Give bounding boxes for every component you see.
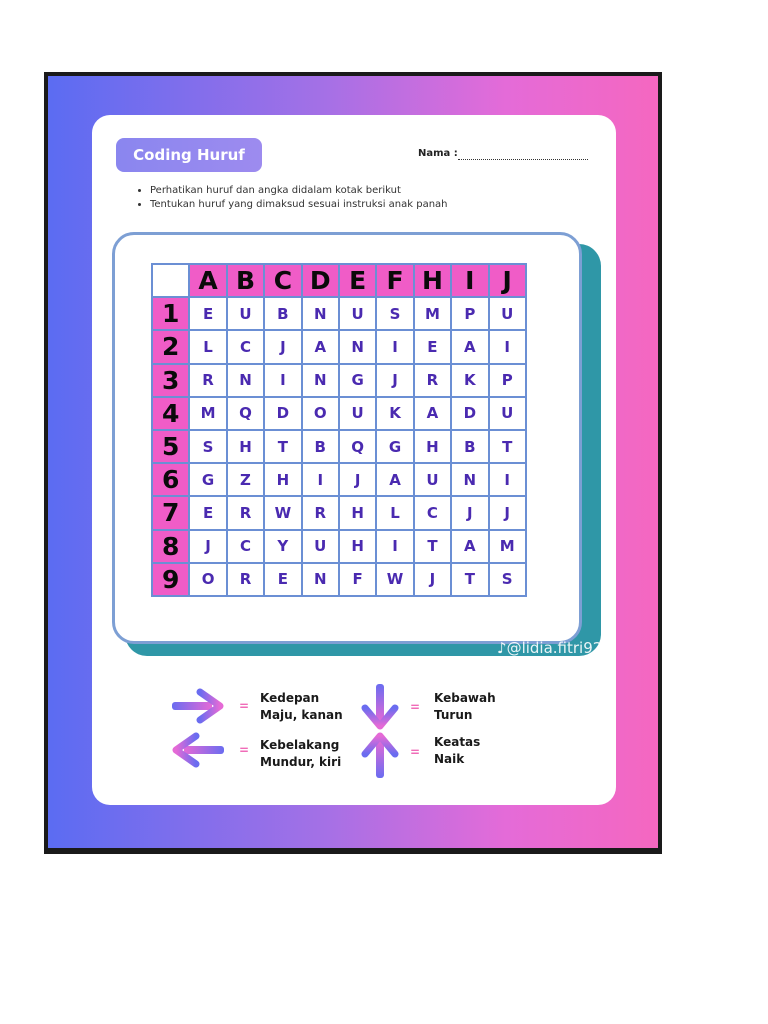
legend-down-text	[434, 690, 496, 724]
grid-cell: E	[189, 496, 226, 529]
grid-cell: P	[451, 297, 488, 330]
grid-cell: A	[451, 530, 488, 563]
grid-cell: H	[339, 496, 376, 529]
grid-cell: U	[489, 297, 526, 330]
row-header: 4	[152, 397, 189, 430]
grid-cell: A	[451, 330, 488, 363]
grid-cell: C	[227, 530, 264, 563]
grid-row	[152, 297, 526, 330]
grid-cell: O	[302, 397, 339, 430]
grid-cell: M	[414, 297, 451, 330]
grid-row	[152, 397, 526, 430]
grid-cell: N	[302, 364, 339, 397]
grid-cell: J	[376, 364, 413, 397]
row-header: 9	[152, 563, 189, 596]
grid-cell: U	[227, 297, 264, 330]
grid-row	[152, 463, 526, 496]
grid-cell: N	[302, 297, 339, 330]
legend-down-line2: Turun	[434, 708, 473, 722]
grid-cell: S	[489, 563, 526, 596]
grid-cell: S	[189, 430, 226, 463]
grid-cell: A	[414, 397, 451, 430]
grid-cell: I	[376, 530, 413, 563]
grid-cell: K	[451, 364, 488, 397]
grid-cell: L	[189, 330, 226, 363]
grid-cell: C	[414, 496, 451, 529]
name-field-line	[458, 150, 588, 160]
watermark-text: @lidia.fitri922	[506, 639, 612, 657]
grid-cell: N	[451, 463, 488, 496]
legend-left-text	[260, 737, 341, 771]
column-header: E	[339, 264, 376, 297]
column-header: H	[414, 264, 451, 297]
grid-cell: W	[264, 496, 301, 529]
grid-cell: L	[376, 496, 413, 529]
grid-cell: C	[227, 330, 264, 363]
grid-cell: F	[339, 563, 376, 596]
instruction-item: • Tentukan huruf yang dimaksud sesuai instruksi anak panah	[150, 199, 448, 210]
grid-cell: U	[414, 463, 451, 496]
grid-cell: R	[302, 496, 339, 529]
grid-cell: Q	[339, 430, 376, 463]
grid-cell: Q	[227, 397, 264, 430]
grid-row	[152, 496, 526, 529]
grid-cell: E	[414, 330, 451, 363]
arrow-left-icon	[170, 732, 226, 768]
grid-cell: B	[264, 297, 301, 330]
column-header: B	[227, 264, 264, 297]
grid-corner	[152, 264, 189, 297]
legend-up-text	[434, 734, 480, 768]
column-header: A	[189, 264, 226, 297]
equals-sign: =	[239, 743, 250, 757]
grid-cell: T	[264, 430, 301, 463]
grid-row	[152, 530, 526, 563]
equals-sign: =	[239, 699, 250, 713]
grid-row	[152, 563, 526, 596]
row-header: 7	[152, 496, 189, 529]
grid-cell: H	[414, 430, 451, 463]
grid-row	[152, 430, 526, 463]
grid-cell: N	[302, 563, 339, 596]
grid-cell: T	[414, 530, 451, 563]
grid-cell: J	[339, 463, 376, 496]
grid-cell: I	[264, 364, 301, 397]
grid-cell: I	[302, 463, 339, 496]
grid-cell: U	[339, 297, 376, 330]
grid-cell: D	[264, 397, 301, 430]
grid-cell: T	[489, 430, 526, 463]
row-header: 6	[152, 463, 189, 496]
column-header: F	[376, 264, 413, 297]
row-header: 8	[152, 530, 189, 563]
arrow-right-icon	[170, 688, 226, 724]
grid-cell: R	[189, 364, 226, 397]
grid-cell: W	[376, 563, 413, 596]
column-header: D	[302, 264, 339, 297]
grid-cell: J	[489, 496, 526, 529]
grid-cell: U	[302, 530, 339, 563]
tiktok-watermark	[497, 639, 612, 657]
grid-cell: J	[264, 330, 301, 363]
grid-row	[152, 364, 526, 397]
grid-cell: N	[339, 330, 376, 363]
grid-cell: P	[489, 364, 526, 397]
grid-cell: H	[227, 430, 264, 463]
legend-left-line2: Mundur, kiri	[260, 755, 342, 769]
row-header: 5	[152, 430, 189, 463]
grid-cell: E	[264, 563, 301, 596]
grid-cell: K	[376, 397, 413, 430]
grid-cell: J	[414, 563, 451, 596]
grid-cell: U	[489, 397, 526, 430]
legend-up-line2: Naik	[434, 752, 465, 766]
grid-cell: J	[451, 496, 488, 529]
equals-sign: =	[410, 745, 421, 759]
instructions	[136, 185, 448, 213]
grid-cell: N	[227, 364, 264, 397]
grid-cell: Z	[227, 463, 264, 496]
grid-cell: A	[376, 463, 413, 496]
legend-right-line1: Kedepan	[260, 691, 320, 705]
grid-cell: G	[376, 430, 413, 463]
grid-cell: E	[189, 297, 226, 330]
equals-sign: =	[410, 700, 421, 714]
name-label: Nama :	[418, 148, 458, 159]
grid-cell: I	[376, 330, 413, 363]
legend-right-text	[260, 690, 343, 724]
legend-down-line1: Kebawah	[434, 691, 496, 705]
grid-cell: D	[451, 397, 488, 430]
grid-cell: O	[189, 563, 226, 596]
grid-cell: J	[189, 530, 226, 563]
row-header: 3	[152, 364, 189, 397]
grid-cell: A	[302, 330, 339, 363]
arrow-down-icon	[360, 682, 400, 732]
grid-cell: H	[339, 530, 376, 563]
row-header: 2	[152, 330, 189, 363]
grid-cell: M	[489, 530, 526, 563]
grid-cell: U	[339, 397, 376, 430]
tiktok-icon: ♪	[497, 639, 507, 657]
column-header: C	[264, 264, 301, 297]
grid-cell: G	[339, 364, 376, 397]
instruction-item: • Perhatikan huruf dan angka didalam kotak berikut	[150, 185, 448, 196]
grid-cell: S	[376, 297, 413, 330]
legend-right-line2: Maju, kanan	[260, 708, 343, 722]
grid-cell: T	[451, 563, 488, 596]
grid-cell: B	[451, 430, 488, 463]
grid-row	[152, 330, 526, 363]
grid-cell: R	[227, 496, 264, 529]
column-header: J	[489, 264, 526, 297]
grid-cell: M	[189, 397, 226, 430]
grid-cell: I	[489, 463, 526, 496]
legend-left-line1: Kebelakang	[260, 738, 340, 752]
grid-cell: G	[189, 463, 226, 496]
row-header: 1	[152, 297, 189, 330]
letter-grid	[151, 263, 527, 597]
grid-cell: H	[264, 463, 301, 496]
grid-cell: Y	[264, 530, 301, 563]
worksheet-title: Coding Huruf	[116, 138, 262, 172]
grid-cell: R	[227, 563, 264, 596]
legend-up-line1: Keatas	[434, 735, 481, 749]
arrow-up-icon	[360, 730, 400, 780]
grid-cell: I	[489, 330, 526, 363]
grid-cell: B	[302, 430, 339, 463]
grid-cell: R	[414, 364, 451, 397]
column-header-row	[152, 264, 526, 297]
column-header: I	[451, 264, 488, 297]
